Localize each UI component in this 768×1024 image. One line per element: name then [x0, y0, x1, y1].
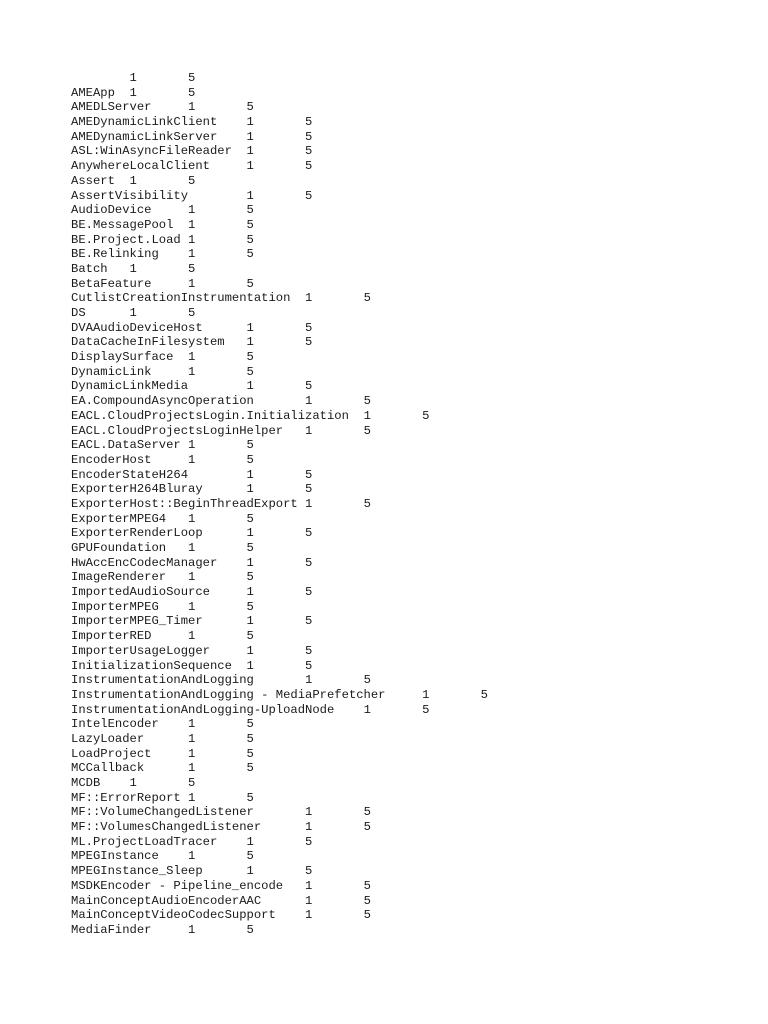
log-line: AnywhereLocalClient 1 5 [71, 159, 313, 174]
log-line: IntelEncoder 1 5 [71, 717, 254, 732]
log-line: AMEDynamicLinkClient 1 5 [71, 115, 313, 130]
log-line: ImportedAudioSource 1 5 [71, 585, 313, 600]
log-line: DynamicLink 1 5 [71, 364, 254, 379]
log-line: BE.Project.Load 1 5 [71, 232, 254, 247]
log-line: ExporterH264Bluray 1 5 [71, 482, 313, 497]
log-line: ImporterMPEG 1 5 [71, 599, 254, 614]
log-line: ExporterRenderLoop 1 5 [71, 526, 313, 541]
log-line: ImporterMPEG_Timer 1 5 [71, 614, 313, 629]
document-page [71, 71, 751, 938]
log-line: ExporterHost::BeginThreadExport 1 5 [71, 496, 371, 511]
log-line: ExporterMPEG4 1 5 [71, 511, 254, 526]
log-line: InstrumentationAndLogging - MediaPrefetcher 1 5 [71, 687, 488, 702]
log-line: Batch 1 5 [71, 261, 196, 276]
log-line: HwAccEncCodecManager 1 5 [71, 555, 313, 570]
log-line: LazyLoader 1 5 [71, 731, 254, 746]
log-line: Assert 1 5 [71, 173, 196, 188]
log-line: ML.ProjectLoadTracer 1 5 [71, 834, 313, 849]
log-line: MF::ErrorReport 1 5 [71, 790, 254, 805]
log-line: DVAAudioDeviceHost 1 5 [71, 320, 313, 335]
log-line: EncoderStateH264 1 5 [71, 467, 313, 482]
log-line: GPUFoundation 1 5 [71, 541, 254, 555]
log-line: InstrumentationAndLogging 1 5 [71, 673, 371, 688]
log-line: EACL.CloudProjectsLoginHelper 1 5 [71, 423, 371, 438]
log-line: ASL:WinAsyncFileReader 1 5 [71, 144, 313, 159]
log-line: MSDKEncoder - Pipeline_encode 1 5 [71, 878, 371, 893]
log-line: MF::VolumesChangedListener 1 5 [71, 820, 371, 835]
log-line: MainConceptAudioEncoderAAC 1 5 [71, 893, 371, 908]
log-line: InstrumentationAndLogging-UploadNode 1 5 [71, 702, 430, 717]
log-line: MainConceptVideoCodecSupport 1 5 [71, 908, 371, 923]
log-line: ImageRenderer 1 5 [71, 570, 254, 585]
log-line: BetaFeature 1 5 [71, 276, 254, 291]
log-line: 1 5 [71, 71, 196, 85]
log-line: EA.CompoundAsyncOperation 1 5 [71, 394, 371, 409]
log-line: DataCacheInFilesystem 1 5 [71, 335, 313, 350]
log-line: EACL.DataServer 1 5 [71, 438, 254, 453]
log-line: DS 1 5 [71, 306, 196, 320]
log-line: ImporterRED 1 5 [71, 629, 254, 644]
log-line: BE.MessagePool 1 5 [71, 217, 254, 232]
log-line: AMEApp 1 5 [71, 85, 196, 100]
log-line: BE.Relinking 1 5 [71, 247, 254, 262]
log-line: AMEDLServer 1 5 [71, 100, 254, 115]
log-line: MPEGInstance 1 5 [71, 849, 254, 864]
log-line: MediaFinder 1 5 [71, 922, 254, 937]
log-line: AMEDynamicLinkServer 1 5 [71, 129, 313, 144]
log-line: LoadProject 1 5 [71, 746, 254, 761]
log-line: AssertVisibility 1 5 [71, 188, 313, 203]
log-line: InitializationSequence 1 5 [71, 658, 313, 673]
log-line: ImporterUsageLogger 1 5 [71, 643, 313, 658]
log-line: EncoderHost 1 5 [71, 452, 254, 467]
log-line: MCDB 1 5 [71, 776, 196, 790]
log-line: CutlistCreationInstrumentation 1 5 [71, 291, 371, 306]
log-line: DisplaySurface 1 5 [71, 350, 254, 365]
log-line: MPEGInstance_Sleep 1 5 [71, 864, 313, 879]
log-line: EACL.CloudProjectsLogin.Initialization 1 5 [71, 408, 430, 423]
log-line: AudioDevice 1 5 [71, 203, 254, 218]
log-line: DynamicLinkMedia 1 5 [71, 379, 313, 394]
log-line: MCCallback 1 5 [71, 761, 254, 776]
log-line: MF::VolumeChangedListener 1 5 [71, 805, 371, 820]
